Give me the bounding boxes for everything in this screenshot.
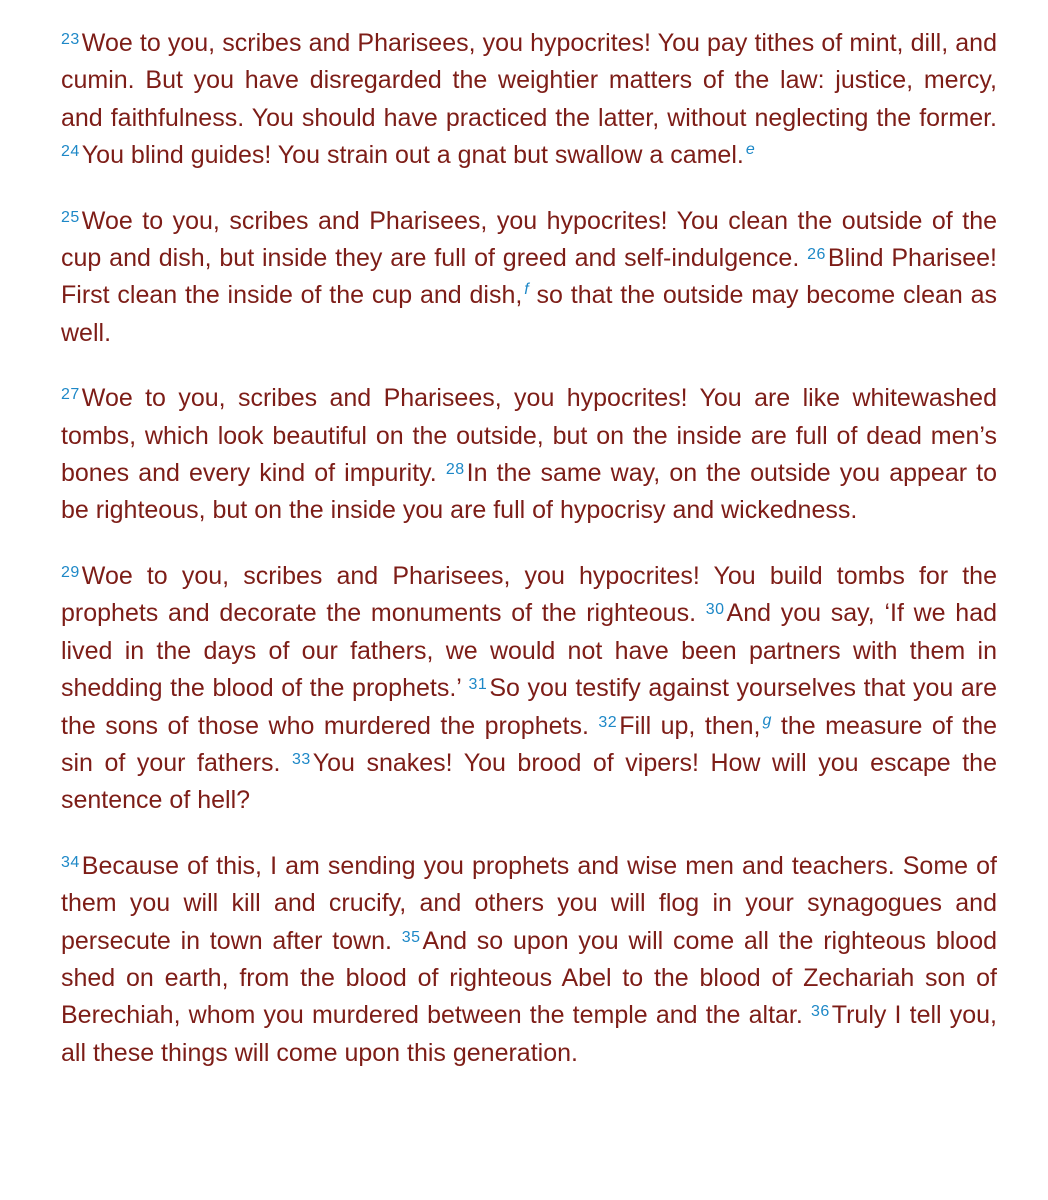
scripture-passage: [61, 25, 997, 1100]
paragraph-verses-34-36: [61, 848, 997, 1072]
verse-text: In the same way, on the outside you appear to be righteous, but on the inside you are full of hypocrisy and wickedness.: [61, 459, 997, 525]
verse-number[interactable]: 27: [61, 386, 80, 404]
verse-text: Fill up, then,: [619, 711, 761, 740]
paragraph-verses-23-24: [61, 25, 997, 175]
verse-text: so that the outside may become clean as well.: [61, 281, 997, 347]
footnote-link[interactable]: g: [762, 711, 772, 729]
verse-text: Blind Pharisee! First clean the inside of the cup and dish,: [61, 244, 997, 310]
paragraph-verses-27-28: [61, 380, 997, 530]
verse-number[interactable]: 24: [61, 143, 80, 161]
verse-text: Woe to you, scribes and Pharisees, you hypocrites! You clean the outside of the cup and dish, but inside they are full of greed and self-indulgence.: [61, 206, 997, 273]
verse-text: You blind guides! You strain out a gnat but swallow a camel.: [81, 141, 744, 170]
verse-text: And so upon you will come all the righteous blood shed on earth, from the blood of righteous Abel to the blood of Zechariah son of Berechiah, whom you murdered between the temple and the altar.: [61, 926, 998, 1030]
footnote-link[interactable]: e: [745, 141, 755, 159]
verse-number[interactable]: 35: [401, 928, 421, 946]
verse-text: And you say, ‘If we had lived in the days of our fathers, we would not have been partners with them in shedding the blood of the prophets.’: [61, 599, 997, 703]
verse-number[interactable]: 23: [61, 31, 80, 48]
verse-text: Because of this, I am sending you prophets and wise men and teachers. Some of them you will kill and crucify, and others you will flog in your synagogues and persecute in town after town.: [61, 851, 997, 955]
verse-number[interactable]: 28: [445, 461, 465, 479]
verse-text: Woe to you, scribes and Pharisees, you hypocrites! You are like whitewashed tombs, which look beautiful on the outside, but on the inside are full of dead men’s bones and every kind of impurity.: [61, 384, 997, 488]
verse-number[interactable]: 32: [598, 713, 618, 731]
verse-number[interactable]: 26: [807, 246, 826, 264]
verse-number[interactable]: 29: [61, 563, 80, 581]
paragraph-verses-29-33: [61, 558, 997, 820]
verse-text: the measure of the sin of your fathers.: [61, 711, 998, 777]
verse-text: You snakes! You brood of vipers! How will you escape the sentence of hell?: [61, 748, 997, 815]
paragraph-verses-25-26: [61, 203, 997, 353]
verse-number[interactable]: 34: [61, 853, 80, 871]
verse-number[interactable]: 30: [705, 601, 725, 619]
footnote-link[interactable]: f: [524, 281, 529, 299]
verse-number[interactable]: 36: [810, 1003, 830, 1021]
verse-number[interactable]: 25: [61, 208, 80, 226]
verse-text: Woe to you, scribes and Pharisees, you hypocrites! You build tombs for the prophets and decorate the monuments of the righteous.: [61, 561, 997, 628]
verse-text: Truly I tell you, all these things will come upon this generation.: [61, 1001, 997, 1067]
verse-number[interactable]: 33: [291, 750, 311, 768]
verse-number[interactable]: 31: [468, 676, 488, 694]
verse-text: So you testify against yourselves that you are the sons of those who murdered the prophets.: [61, 674, 997, 740]
verse-text: Woe to you, scribes and Pharisees, you hypocrites! You pay tithes of mint, dill, and cumin. But you have disregarded the weightier matters of the law: justice, mercy, and faithfulness. You should have practiced the latter, without neglecting the former.: [61, 29, 997, 132]
